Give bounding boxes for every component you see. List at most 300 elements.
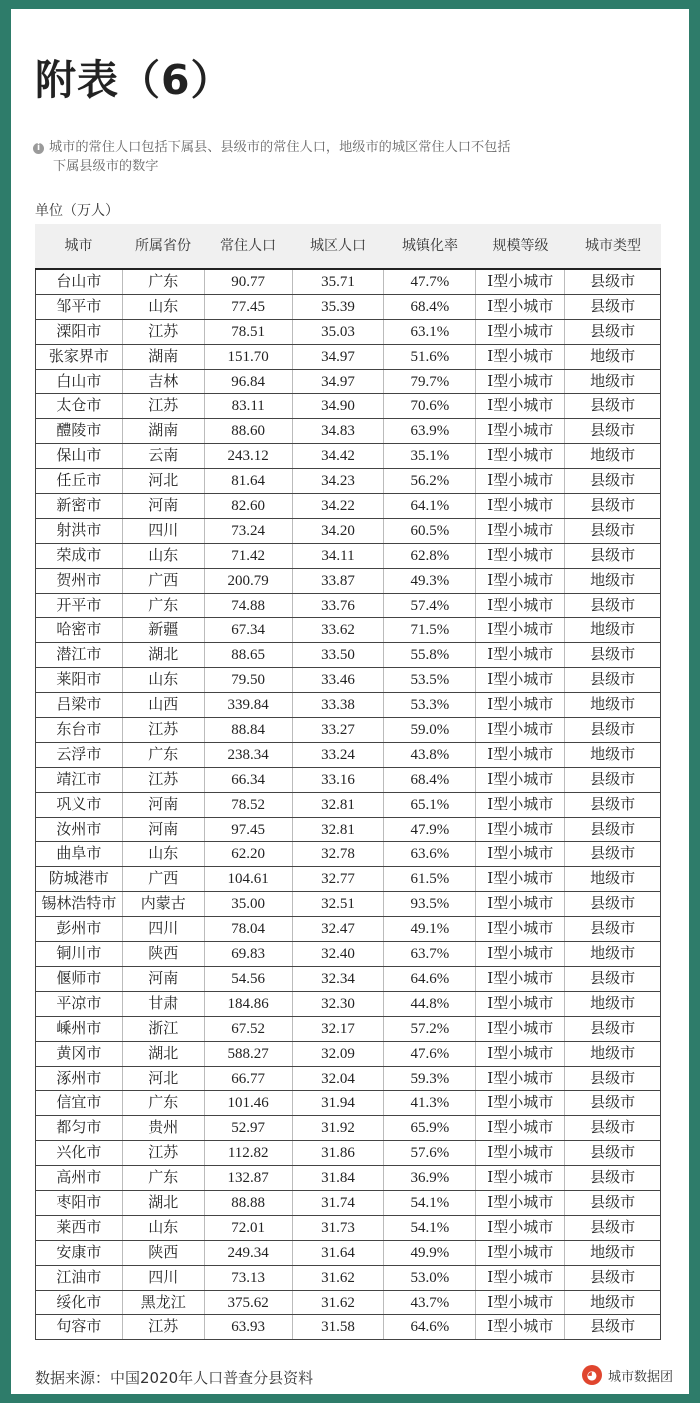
cell-city-type: 县级市 [565, 1216, 661, 1240]
column-header-population: 常住人口 [220, 238, 276, 254]
cell-city: 彭州市 [36, 917, 123, 941]
cell-city: 吕梁市 [36, 693, 123, 717]
cell-province: 河南 [123, 818, 205, 842]
brand-name: 城市数据团 [607, 1369, 673, 1385]
cell-city: 靖江市 [36, 768, 123, 792]
cell-urbanization-rate: 57.6% [384, 1141, 476, 1165]
cell-city: 涿州市 [36, 1067, 123, 1091]
cell-population: 588.27 [205, 1042, 293, 1066]
cell-city-type: 县级市 [565, 320, 661, 344]
cell-city-type: 地级市 [565, 693, 661, 717]
cell-scale-grade: Ⅰ型小城市 [476, 618, 565, 642]
cell-province: 河南 [123, 494, 205, 518]
cell-province: 浙江 [123, 1017, 205, 1041]
cell-city: 张家界市 [36, 345, 123, 369]
cell-urbanization-rate: 49.1% [384, 917, 476, 941]
cell-province: 江苏 [123, 768, 205, 792]
cell-urban-population: 34.97 [293, 370, 385, 394]
cell-scale-grade: Ⅰ型小城市 [476, 320, 565, 344]
cell-city: 绥化市 [36, 1291, 123, 1315]
cell-scale-grade: Ⅰ型小城市 [476, 1291, 565, 1315]
cell-city: 句容市 [36, 1315, 123, 1339]
cell-scale-grade: Ⅰ型小城市 [476, 494, 565, 518]
cell-population: 82.60 [205, 494, 293, 518]
cell-urban-population: 32.40 [293, 942, 385, 966]
cell-population: 66.34 [205, 768, 293, 792]
cell-province: 河南 [123, 793, 205, 817]
column-header-city: 城市 [64, 238, 93, 254]
table-row [35, 693, 661, 718]
table-row [35, 494, 661, 519]
cell-urbanization-rate: 54.1% [384, 1216, 476, 1240]
cell-province: 湖北 [123, 1191, 205, 1215]
cell-population: 67.52 [205, 1017, 293, 1041]
table-row [35, 1241, 661, 1266]
cell-city-type: 县级市 [565, 1315, 661, 1339]
cell-urbanization-rate: 59.3% [384, 1067, 476, 1091]
table-row [35, 793, 661, 818]
cell-city: 白山市 [36, 370, 123, 394]
cell-city-type: 地级市 [565, 345, 661, 369]
cell-scale-grade: Ⅰ型小城市 [476, 1141, 565, 1165]
cell-population: 96.84 [205, 370, 293, 394]
cell-province: 广东 [123, 1166, 205, 1190]
cell-urbanization-rate: 47.7% [384, 270, 476, 294]
table-row [35, 419, 661, 444]
cell-urbanization-rate: 68.4% [384, 768, 476, 792]
table-row [35, 768, 661, 793]
cell-population: 54.56 [205, 967, 293, 991]
cell-scale-grade: Ⅰ型小城市 [476, 419, 565, 443]
cell-city: 保山市 [36, 444, 123, 468]
cell-city-type: 地级市 [565, 569, 661, 593]
cell-city-type: 县级市 [565, 1017, 661, 1041]
cell-urbanization-rate: 53.5% [384, 668, 476, 692]
cell-urban-population: 31.74 [293, 1191, 385, 1215]
cell-province: 四川 [123, 519, 205, 543]
cell-urban-population: 31.84 [293, 1166, 385, 1190]
cell-urban-population: 35.39 [293, 295, 385, 319]
cell-province: 湖北 [123, 1042, 205, 1066]
cell-urbanization-rate: 43.7% [384, 1291, 476, 1315]
footnote [33, 138, 593, 176]
table-row [35, 295, 661, 320]
cell-scale-grade: Ⅰ型小城市 [476, 1017, 565, 1041]
cell-city-type: 地级市 [565, 444, 661, 468]
cell-city-type: 县级市 [565, 1091, 661, 1115]
cell-scale-grade: Ⅰ型小城市 [476, 1315, 565, 1339]
cell-urban-population: 34.23 [293, 469, 385, 493]
cell-population: 69.83 [205, 942, 293, 966]
cell-scale-grade: Ⅰ型小城市 [476, 1166, 565, 1190]
cell-scale-grade: Ⅰ型小城市 [476, 942, 565, 966]
cell-scale-grade: Ⅰ型小城市 [476, 544, 565, 568]
cell-urban-population: 34.97 [293, 345, 385, 369]
cell-scale-grade: Ⅰ型小城市 [476, 519, 565, 543]
cell-city: 太仓市 [36, 394, 123, 418]
cell-province: 江苏 [123, 394, 205, 418]
table-row [35, 444, 661, 469]
cell-urbanization-rate: 36.9% [384, 1166, 476, 1190]
cell-urbanization-rate: 63.7% [384, 942, 476, 966]
cell-urban-population: 33.46 [293, 668, 385, 692]
cell-scale-grade: Ⅰ型小城市 [476, 594, 565, 618]
cell-population: 104.61 [205, 867, 293, 891]
cell-city-type: 地级市 [565, 618, 661, 642]
table-row [35, 867, 661, 892]
cell-urbanization-rate: 63.9% [384, 419, 476, 443]
cell-urbanization-rate: 56.2% [384, 469, 476, 493]
cell-province: 湖南 [123, 345, 205, 369]
table-row [35, 519, 661, 544]
cell-city: 东台市 [36, 718, 123, 742]
cell-urbanization-rate: 49.3% [384, 569, 476, 593]
table-row [35, 569, 661, 594]
column-header-city-type: 城市类型 [585, 238, 641, 254]
table-row [35, 594, 661, 619]
cell-urban-population: 33.87 [293, 569, 385, 593]
cell-population: 35.00 [205, 892, 293, 916]
cell-city: 潜江市 [36, 643, 123, 667]
cell-province: 吉林 [123, 370, 205, 394]
cell-province: 河南 [123, 967, 205, 991]
cell-city: 黄冈市 [36, 1042, 123, 1066]
cell-population: 243.12 [205, 444, 293, 468]
cell-province: 湖北 [123, 643, 205, 667]
cell-urbanization-rate: 63.6% [384, 842, 476, 866]
cell-city: 嵊州市 [36, 1017, 123, 1041]
cell-urbanization-rate: 63.1% [384, 320, 476, 344]
table-row [35, 643, 661, 668]
cell-urban-population: 31.86 [293, 1141, 385, 1165]
cell-urban-population: 34.20 [293, 519, 385, 543]
cell-city-type: 县级市 [565, 419, 661, 443]
cell-population: 88.60 [205, 419, 293, 443]
cell-province: 广东 [123, 743, 205, 767]
cell-city: 巩义市 [36, 793, 123, 817]
cell-population: 101.46 [205, 1091, 293, 1115]
cell-scale-grade: Ⅰ型小城市 [476, 370, 565, 394]
cell-city-type: 县级市 [565, 270, 661, 294]
table-row [35, 370, 661, 395]
cell-urban-population: 32.30 [293, 992, 385, 1016]
table-row [35, 1191, 661, 1216]
cell-scale-grade: Ⅰ型小城市 [476, 1091, 565, 1115]
table-row [35, 967, 661, 992]
cell-scale-grade: Ⅰ型小城市 [476, 967, 565, 991]
cell-city: 莱西市 [36, 1216, 123, 1240]
cell-scale-grade: Ⅰ型小城市 [476, 768, 565, 792]
cell-population: 375.62 [205, 1291, 293, 1315]
note-line-2: 下属县级市的数字 [53, 159, 159, 174]
cell-scale-grade: Ⅰ型小城市 [476, 867, 565, 891]
cell-city-type: 县级市 [565, 1116, 661, 1140]
cell-urban-population: 34.83 [293, 419, 385, 443]
cell-scale-grade: Ⅰ型小城市 [476, 1067, 565, 1091]
cell-city-type: 县级市 [565, 892, 661, 916]
cell-urbanization-rate: 35.1% [384, 444, 476, 468]
cell-scale-grade: Ⅰ型小城市 [476, 793, 565, 817]
cell-scale-grade: Ⅰ型小城市 [476, 917, 565, 941]
cell-population: 73.13 [205, 1266, 293, 1290]
cell-city: 开平市 [36, 594, 123, 618]
cell-population: 72.01 [205, 1216, 293, 1240]
cell-city-type: 地级市 [565, 743, 661, 767]
cell-scale-grade: Ⅰ型小城市 [476, 643, 565, 667]
cell-scale-grade: Ⅰ型小城市 [476, 295, 565, 319]
cell-province: 广东 [123, 1091, 205, 1115]
content-card [11, 9, 689, 1394]
cell-population: 78.04 [205, 917, 293, 941]
table-row [35, 1091, 661, 1116]
cell-city-type: 县级市 [565, 668, 661, 692]
table-row [35, 1166, 661, 1191]
cell-population: 74.88 [205, 594, 293, 618]
table-row [35, 1141, 661, 1166]
cell-scale-grade: Ⅰ型小城市 [476, 818, 565, 842]
cell-urbanization-rate: 47.6% [384, 1042, 476, 1066]
cell-population: 184.86 [205, 992, 293, 1016]
cell-urbanization-rate: 64.6% [384, 1315, 476, 1339]
cell-population: 88.84 [205, 718, 293, 742]
cell-urbanization-rate: 65.9% [384, 1116, 476, 1140]
cell-city-type: 县级市 [565, 842, 661, 866]
cell-city-type: 县级市 [565, 519, 661, 543]
cell-population: 83.11 [205, 394, 293, 418]
cell-population: 88.65 [205, 643, 293, 667]
cell-city: 曲阜市 [36, 842, 123, 866]
cell-population: 88.88 [205, 1191, 293, 1215]
cell-urbanization-rate: 62.8% [384, 544, 476, 568]
cell-city: 高州市 [36, 1166, 123, 1190]
cell-city-type: 地级市 [565, 1291, 661, 1315]
cell-urbanization-rate: 44.8% [384, 992, 476, 1016]
cell-province: 广东 [123, 270, 205, 294]
cell-city: 都匀市 [36, 1116, 123, 1140]
cell-population: 339.84 [205, 693, 293, 717]
cell-urban-population: 32.81 [293, 818, 385, 842]
cell-population: 112.82 [205, 1141, 293, 1165]
cell-province: 山东 [123, 1216, 205, 1240]
cell-urbanization-rate: 53.0% [384, 1266, 476, 1290]
table-row [35, 892, 661, 917]
cell-population: 71.42 [205, 544, 293, 568]
cell-province: 广西 [123, 569, 205, 593]
cell-city-type: 县级市 [565, 793, 661, 817]
cell-city-type: 地级市 [565, 370, 661, 394]
cell-city: 枣阳市 [36, 1191, 123, 1215]
cell-scale-grade: Ⅰ型小城市 [476, 1191, 565, 1215]
cell-urban-population: 32.77 [293, 867, 385, 891]
cell-province: 山东 [123, 544, 205, 568]
cell-city-type: 县级市 [565, 1266, 661, 1290]
cell-urbanization-rate: 60.5% [384, 519, 476, 543]
cell-urban-population: 32.17 [293, 1017, 385, 1041]
cell-urban-population: 31.94 [293, 1091, 385, 1115]
cell-city-type: 县级市 [565, 643, 661, 667]
cell-city: 贺州市 [36, 569, 123, 593]
cell-city: 偃师市 [36, 967, 123, 991]
table-row [35, 842, 661, 867]
cell-scale-grade: Ⅰ型小城市 [476, 444, 565, 468]
column-header-urban-population: 城区人口 [310, 238, 366, 254]
cell-city: 莱阳市 [36, 668, 123, 692]
table-row [35, 618, 661, 643]
cat-logo-icon: ◕ [582, 1365, 602, 1385]
cell-city-type: 县级市 [565, 917, 661, 941]
cell-city-type: 县级市 [565, 1191, 661, 1215]
cell-scale-grade: Ⅰ型小城市 [476, 892, 565, 916]
cell-city: 荣成市 [36, 544, 123, 568]
cell-urban-population: 35.03 [293, 320, 385, 344]
cell-city: 溧阳市 [36, 320, 123, 344]
cell-province: 江苏 [123, 320, 205, 344]
table-row [35, 992, 661, 1017]
cell-urban-population: 33.76 [293, 594, 385, 618]
cell-scale-grade: Ⅰ型小城市 [476, 743, 565, 767]
cell-city-type: 地级市 [565, 992, 661, 1016]
cell-urban-population: 31.62 [293, 1291, 385, 1315]
table-row [35, 1266, 661, 1291]
cell-city-type: 地级市 [565, 942, 661, 966]
cell-urbanization-rate: 68.4% [384, 295, 476, 319]
cell-province: 新疆 [123, 618, 205, 642]
cell-urban-population: 34.11 [293, 544, 385, 568]
cell-scale-grade: Ⅰ型小城市 [476, 1266, 565, 1290]
cell-province: 四川 [123, 917, 205, 941]
cell-city: 平凉市 [36, 992, 123, 1016]
table-row [35, 1042, 661, 1067]
table-row [35, 1067, 661, 1092]
cell-urbanization-rate: 53.3% [384, 693, 476, 717]
cell-city: 锡林浩特市 [36, 892, 123, 916]
cell-population: 90.77 [205, 270, 293, 294]
cell-urban-population: 34.22 [293, 494, 385, 518]
cell-scale-grade: Ⅰ型小城市 [476, 718, 565, 742]
table-row [35, 1216, 661, 1241]
cell-scale-grade: Ⅰ型小城市 [476, 1216, 565, 1240]
cell-province: 山东 [123, 842, 205, 866]
cell-scale-grade: Ⅰ型小城市 [476, 1116, 565, 1140]
cell-urbanization-rate: 64.1% [384, 494, 476, 518]
cell-population: 62.20 [205, 842, 293, 866]
cell-population: 249.34 [205, 1241, 293, 1265]
page-title: 附表（6） [35, 56, 233, 104]
cell-province: 河北 [123, 469, 205, 493]
table-row [35, 345, 661, 370]
cell-city: 信宜市 [36, 1091, 123, 1115]
cell-city: 射洪市 [36, 519, 123, 543]
cell-urban-population: 31.64 [293, 1241, 385, 1265]
cell-province: 江苏 [123, 1315, 205, 1339]
cell-province: 云南 [123, 444, 205, 468]
cell-urbanization-rate: 79.7% [384, 370, 476, 394]
cell-scale-grade: Ⅰ型小城市 [476, 668, 565, 692]
cell-population: 79.50 [205, 668, 293, 692]
cell-province: 四川 [123, 1266, 205, 1290]
cell-urbanization-rate: 57.2% [384, 1017, 476, 1041]
cell-scale-grade: Ⅰ型小城市 [476, 1241, 565, 1265]
info-icon: i [33, 143, 44, 154]
cell-urbanization-rate: 93.5% [384, 892, 476, 916]
cell-city-type: 县级市 [565, 295, 661, 319]
cell-population: 81.64 [205, 469, 293, 493]
cell-population: 73.24 [205, 519, 293, 543]
cell-province: 河北 [123, 1067, 205, 1091]
table-row [35, 818, 661, 843]
cell-city: 醴陵市 [36, 419, 123, 443]
cell-urbanization-rate: 51.6% [384, 345, 476, 369]
cell-province: 山西 [123, 693, 205, 717]
cell-city-type: 县级市 [565, 494, 661, 518]
cell-urban-population: 33.38 [293, 693, 385, 717]
cell-city-type: 县级市 [565, 469, 661, 493]
cell-urbanization-rate: 70.6% [384, 394, 476, 418]
table-row [35, 743, 661, 768]
cell-province: 江苏 [123, 718, 205, 742]
column-header-scale-grade: 规模等级 [492, 238, 549, 254]
cell-city: 安康市 [36, 1241, 123, 1265]
cell-scale-grade: Ⅰ型小城市 [476, 394, 565, 418]
table-row [35, 718, 661, 743]
cell-urbanization-rate: 55.8% [384, 643, 476, 667]
cell-urban-population: 33.27 [293, 718, 385, 742]
cell-city-type: 地级市 [565, 1042, 661, 1066]
cell-province: 陕西 [123, 942, 205, 966]
data-source: 数据来源：中国2020年人口普查分县资料 [35, 1369, 314, 1387]
cell-scale-grade: Ⅰ型小城市 [476, 569, 565, 593]
cell-population: 52.97 [205, 1116, 293, 1140]
cell-province: 甘肃 [123, 992, 205, 1016]
cell-province: 湖南 [123, 419, 205, 443]
cell-urban-population: 32.04 [293, 1067, 385, 1091]
cell-city: 邹平市 [36, 295, 123, 319]
cell-urbanization-rate: 54.1% [384, 1191, 476, 1215]
table-row [35, 668, 661, 693]
unit-label: 单位（万人） [35, 203, 119, 219]
cell-city: 江油市 [36, 1266, 123, 1290]
cell-city-type: 县级市 [565, 967, 661, 991]
table-row [35, 942, 661, 967]
cell-population: 67.34 [205, 618, 293, 642]
cell-province: 江苏 [123, 1141, 205, 1165]
cell-city-type: 县级市 [565, 1141, 661, 1165]
cell-province: 山东 [123, 295, 205, 319]
cell-city: 防城港市 [36, 867, 123, 891]
cell-urban-population: 32.34 [293, 967, 385, 991]
column-header-province: 所属省份 [135, 238, 191, 254]
cell-urbanization-rate: 65.1% [384, 793, 476, 817]
table-row [35, 469, 661, 494]
cell-population: 66.77 [205, 1067, 293, 1091]
cell-urban-population: 32.09 [293, 1042, 385, 1066]
cell-province: 山东 [123, 668, 205, 692]
table-row [35, 1291, 661, 1316]
cell-province: 陕西 [123, 1241, 205, 1265]
cell-urban-population: 34.90 [293, 394, 385, 418]
cell-urbanization-rate: 41.3% [384, 1091, 476, 1115]
cell-city-type: 地级市 [565, 1241, 661, 1265]
cell-population: 78.51 [205, 320, 293, 344]
cell-population: 238.34 [205, 743, 293, 767]
cell-urban-population: 35.71 [293, 270, 385, 294]
cell-urbanization-rate: 64.6% [384, 967, 476, 991]
cell-urban-population: 31.62 [293, 1266, 385, 1290]
table-row [35, 1116, 661, 1141]
cell-urbanization-rate: 71.5% [384, 618, 476, 642]
cell-city-type: 县级市 [565, 718, 661, 742]
cell-scale-grade: Ⅰ型小城市 [476, 693, 565, 717]
